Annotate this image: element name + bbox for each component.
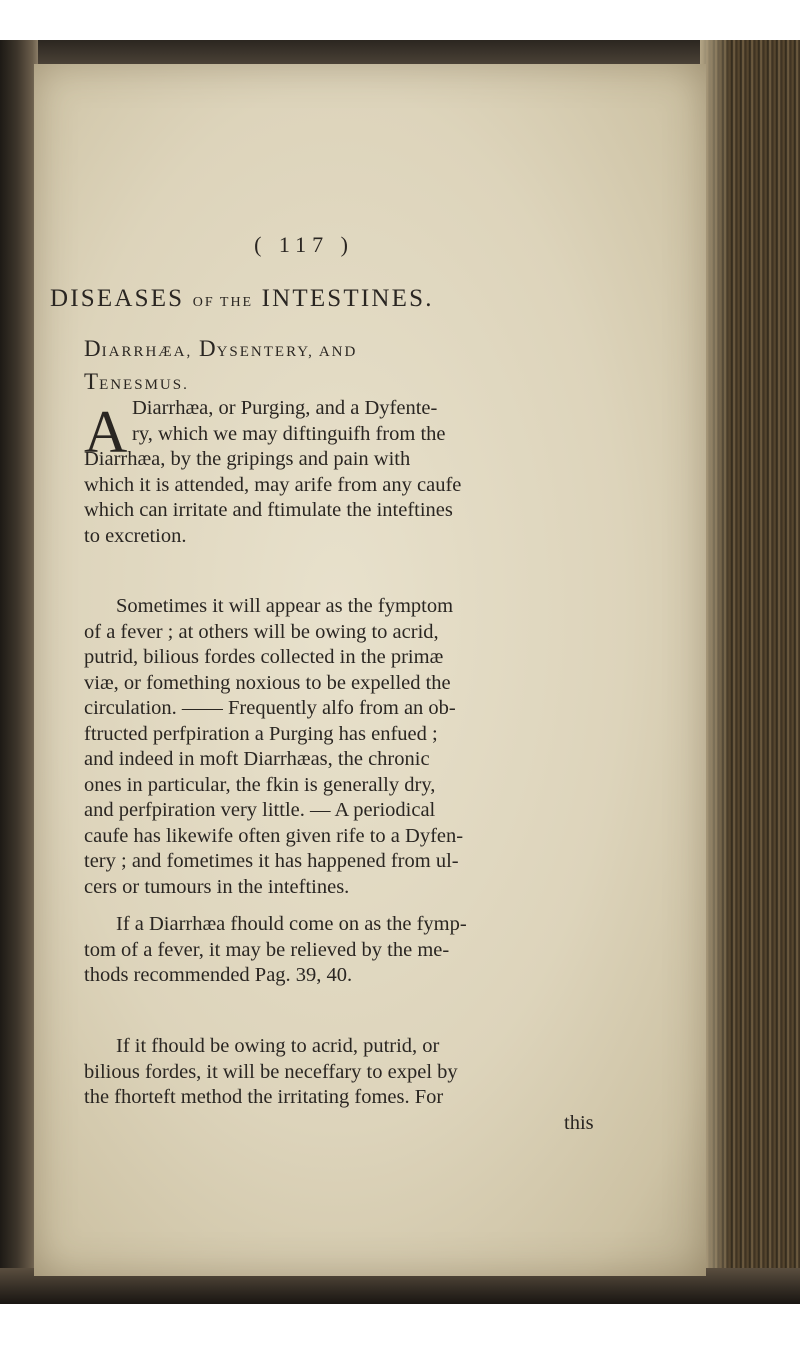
text-line: If a Diarrhæa fhould come on as the fymp- <box>116 913 467 935</box>
text-line: which it is attended, may arife from any caufe <box>84 473 462 496</box>
text-line: Sometimes it will appear as the fymptom <box>116 595 454 617</box>
drop-cap: A <box>84 399 128 465</box>
text-line: ones in particular, the fkin is generally dry, <box>84 773 436 796</box>
text-line: circulation. —— Frequently alfo from an ob- <box>84 697 456 719</box>
text-line: Diarrhæa, or Purging, and a Dyfente- <box>132 397 438 419</box>
text-line: viæ, or fomething noxious to be expelled the <box>84 671 451 694</box>
text-line: thods recommended Pag. 39, 40. <box>84 964 353 986</box>
text-line: to excretion. <box>84 524 187 547</box>
paragraph-2 <box>84 594 644 900</box>
section-title: DISEASES OF THE INTESTINES. <box>50 285 434 312</box>
text-line: cers or tumours in the inteftines. <box>84 875 350 898</box>
paragraph-4 <box>84 1034 644 1136</box>
text-line: bilious fordes, it will be neceffary to expel by <box>84 1060 458 1083</box>
text-line: and perfpiration very little. — A periodical <box>84 799 436 821</box>
text-line: Diarrhæa, by the gripings and pain with <box>84 448 411 470</box>
catchword: this <box>564 1111 594 1134</box>
text-line: the fhorteft method the irritating fomes. For <box>84 1086 444 1108</box>
text-line: ry, which we may diftinguifh from the <box>132 422 446 445</box>
paragraph-3 <box>84 912 644 989</box>
text-line: ftructed perfpiration a Purging has enfued ; <box>84 722 438 745</box>
page-number: ( 117 ) <box>254 232 354 257</box>
text-line: which can irritate and ftimulate the inteftines <box>84 499 453 521</box>
text-line: tery ; and fometimes it has happened from ul- <box>84 850 459 872</box>
section-subtitle: DIARRHÆA, DYSENTERY, AND TENESMUS. <box>84 336 358 394</box>
book-spine <box>0 40 38 1304</box>
text-line: tom of a fever, it may be relieved by the me- <box>84 938 450 961</box>
text-line: and indeed in moft Diarrhæas, the chronic <box>84 748 430 770</box>
text-line: putrid, bilious fordes collected in the primæ <box>84 646 444 668</box>
text-line: If it fhould be owing to acrid, putrid, or <box>116 1035 440 1057</box>
text-line: of a fever ; at others will be owing to acrid, <box>84 620 439 643</box>
text-line: caufe has likewife often given rife to a Dyfen- <box>84 824 464 847</box>
paragraph-1 <box>84 396 644 549</box>
